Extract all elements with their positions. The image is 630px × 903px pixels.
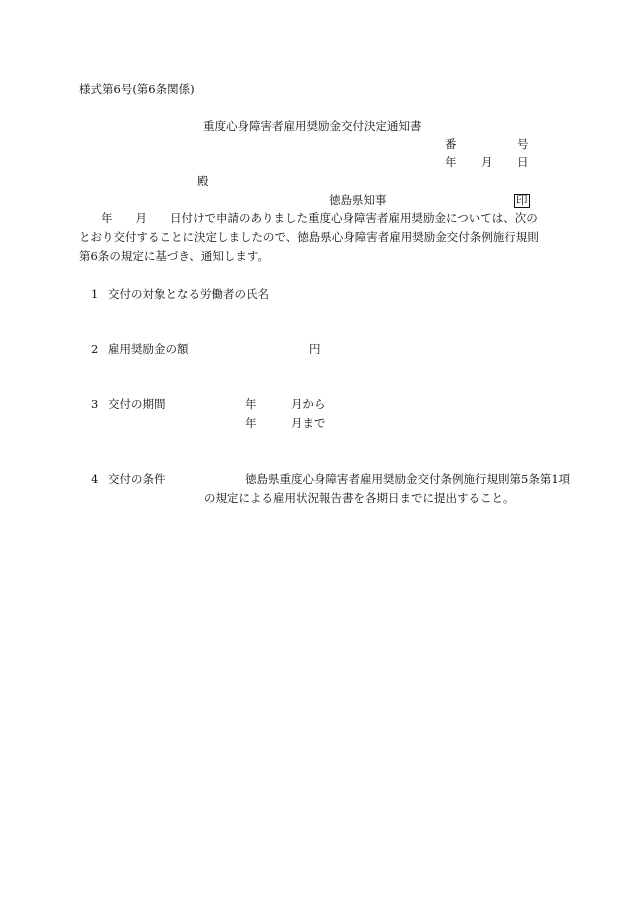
date-day: 日	[517, 155, 529, 169]
period-to-month: 月まで	[291, 416, 326, 430]
body-line-2: とおり交付することに決定しましたので、徳島県心身障害者雇用奨励金交付条例施行規則	[79, 230, 539, 244]
item-4-text-1: 徳島県重度心身障害者雇用奨励金交付条例施行規則第5条第1項	[245, 472, 571, 486]
seal-mark: 印	[516, 193, 528, 207]
document-title: 重度心身障害者雇用奨励金交付決定通知書	[203, 119, 422, 133]
item-1-number: 1	[91, 287, 99, 301]
item-3-label: 交付の期間	[108, 397, 166, 411]
period-from-year: 年	[245, 397, 257, 411]
period-to-year: 年	[245, 416, 257, 430]
item-4-label: 交付の条件	[108, 472, 166, 486]
item-4-text-2: の規定による雇用状況報告書を各期日までに提出すること。	[204, 491, 515, 505]
item-4-number: 4	[91, 472, 99, 486]
issuer-name: 徳島県知事	[329, 193, 387, 207]
form-label: 様式第6号(第6条関係)	[79, 82, 195, 96]
date-month: 月	[481, 155, 493, 169]
item-3-number: 3	[91, 397, 99, 411]
number-ban: 番	[445, 137, 457, 151]
number-go: 号	[517, 137, 529, 151]
body-line-1: 年 月 日付けで申請のありました重度心身障害者雇用奨励金については、次の	[101, 211, 538, 225]
period-from-month: 月から	[291, 397, 326, 411]
item-1-label: 交付の対象となる労働者の氏名	[108, 287, 269, 301]
item-2-unit: 円	[309, 342, 321, 356]
item-2-label: 雇用奨励金の額	[108, 342, 189, 356]
item-2-number: 2	[91, 342, 99, 356]
date-year: 年	[445, 155, 457, 169]
addressee-suffix: 殿	[197, 174, 209, 188]
body-line-3: 第6条の規定に基づき、通知します。	[79, 249, 269, 263]
